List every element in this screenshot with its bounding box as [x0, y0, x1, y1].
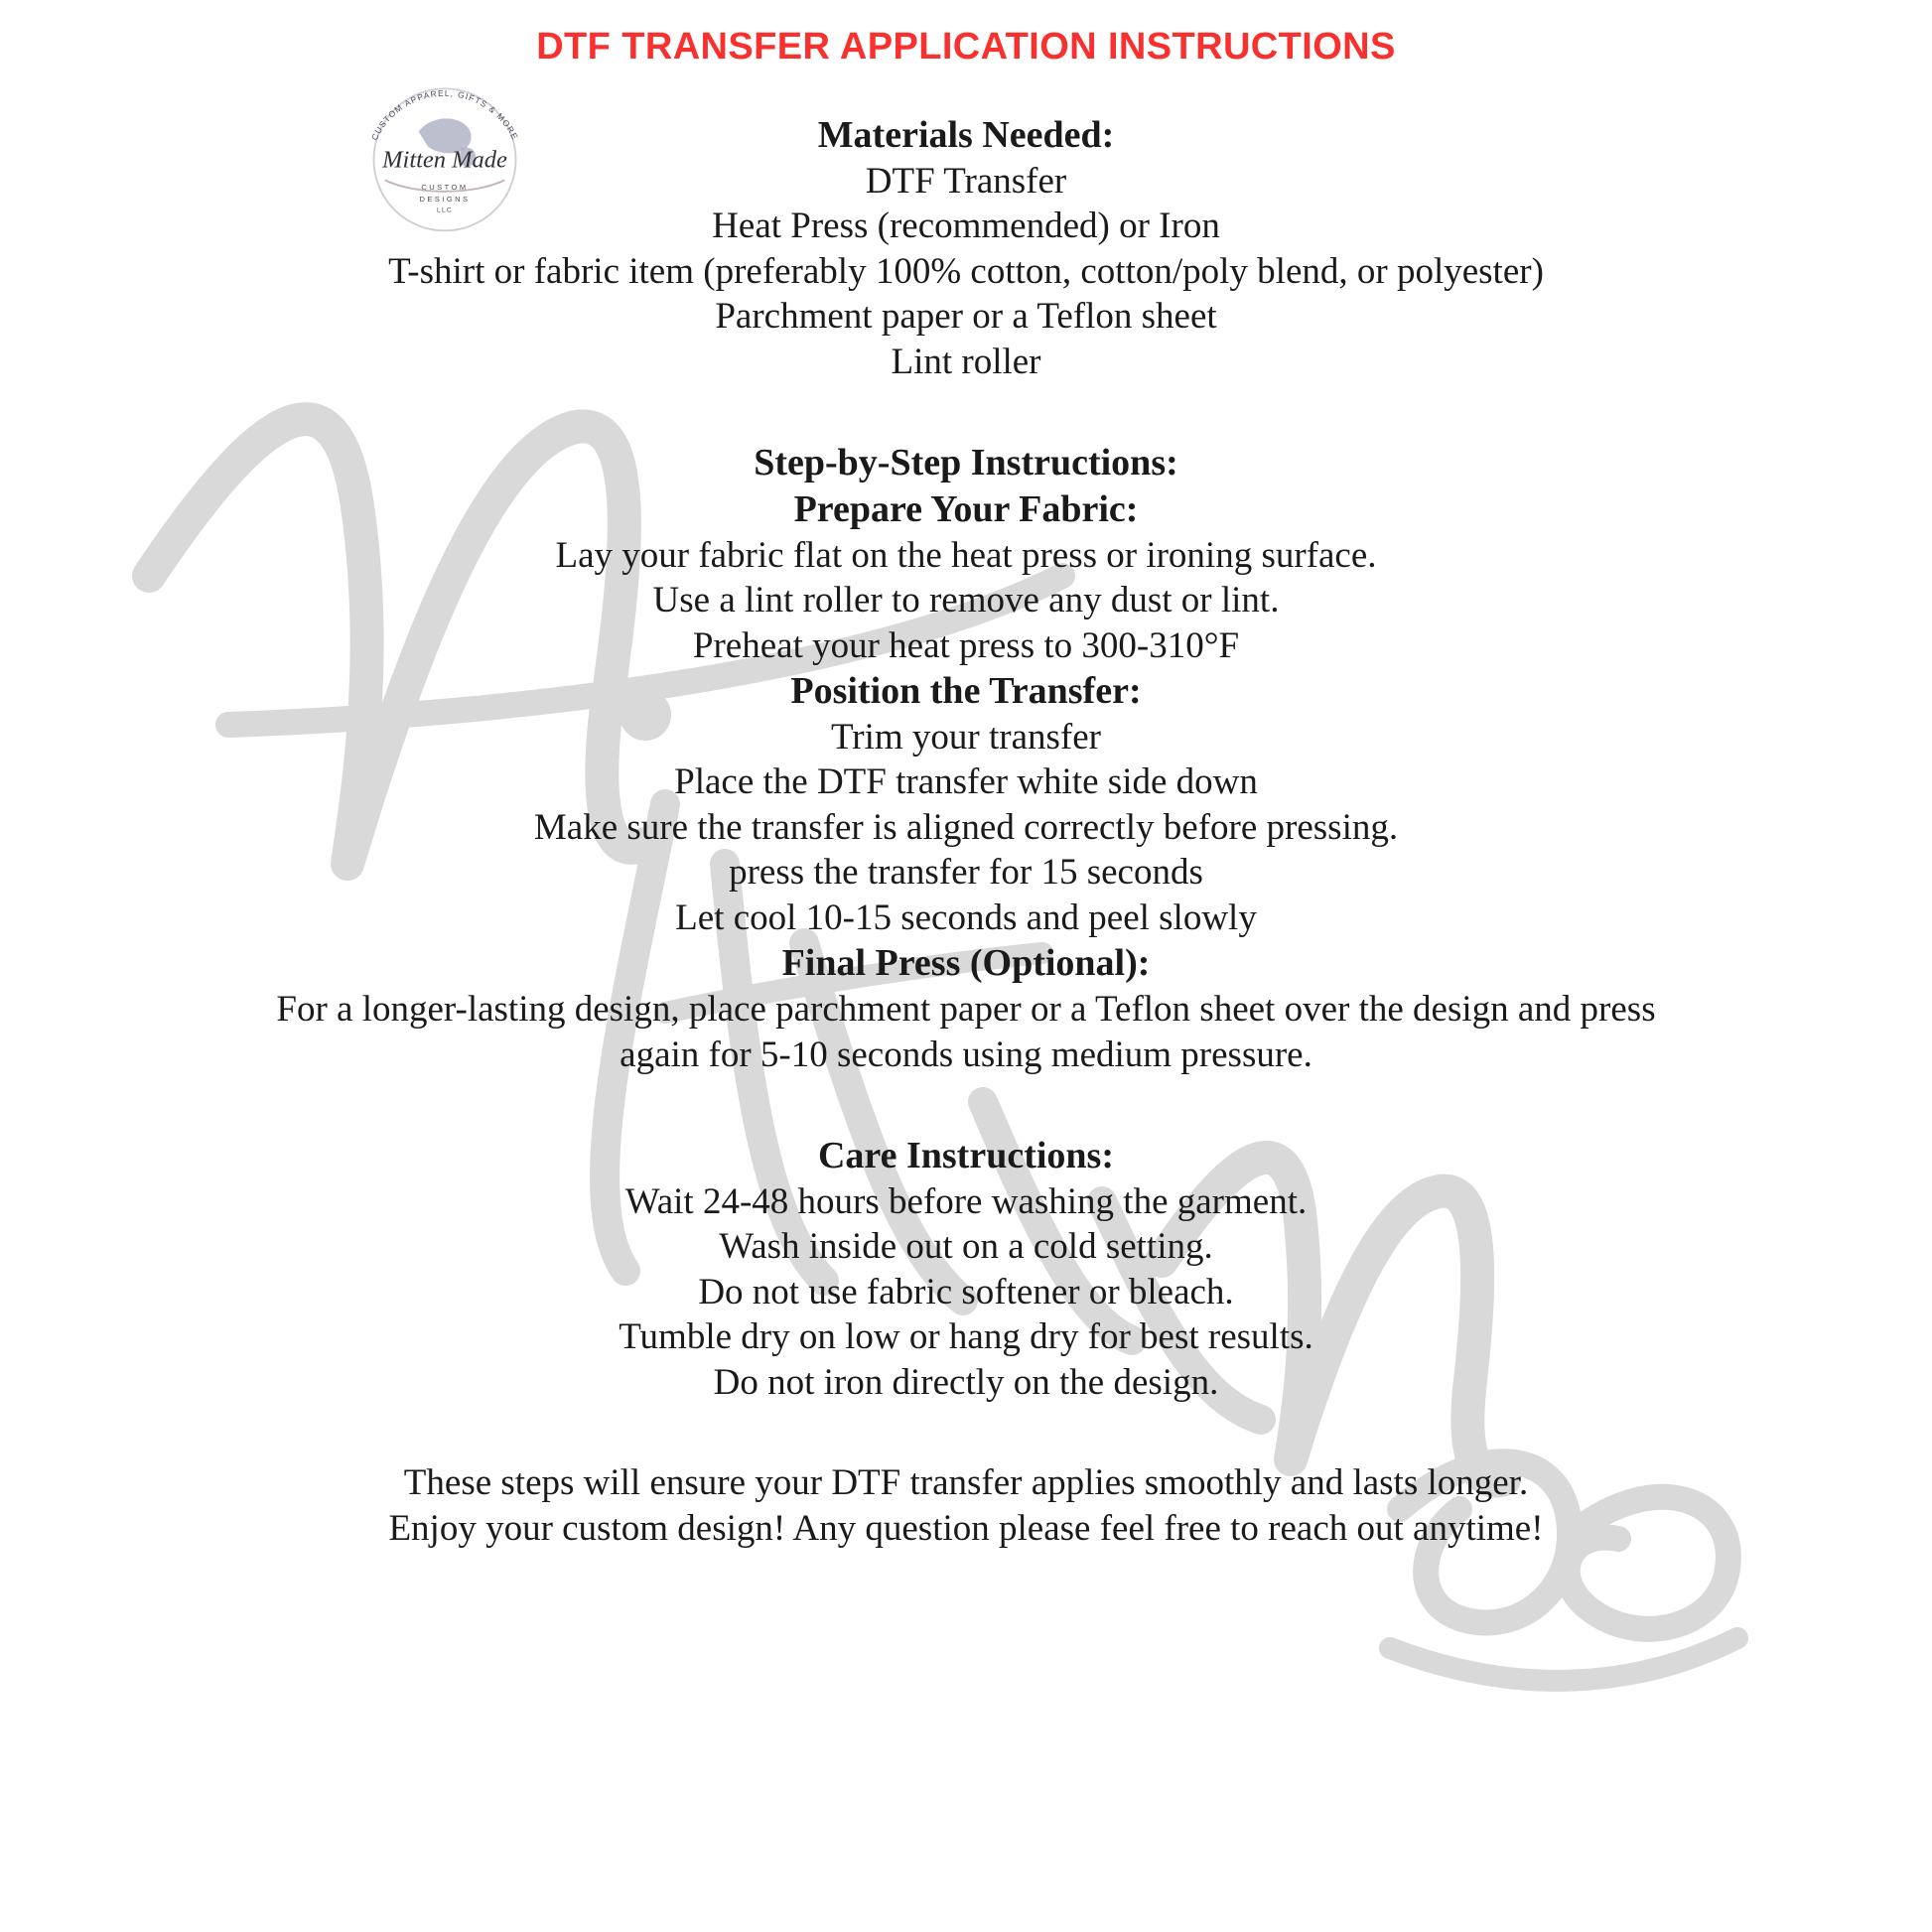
care-line: Do not iron directly on the design. — [713, 1361, 1219, 1403]
svg-text:CUSTOM APPAREL, GIFTS & MORE: CUSTOM APPAREL, GIFTS & MORE — [368, 87, 521, 142]
materials-item: T-shirt or fabric item (preferably 100% cotton, cotton/poly blend, or polyester) — [388, 250, 1544, 292]
care-line: Wait 24-48 hours before washing the garment. — [624, 1180, 1308, 1222]
svg-text:DESIGNS: DESIGNS — [419, 195, 471, 205]
materials-item: Heat Press (recommended) or Iron — [712, 206, 1220, 247]
care-line: Wash inside out on a cold setting. — [719, 1226, 1213, 1268]
step-heading-position-transfer: Position the Transfer: — [790, 670, 1142, 713]
step-line: Trim your transfer — [831, 716, 1101, 758]
step-line: Let cool 10-15 seconds and peel slowly — [675, 897, 1257, 938]
step-line: Place the DTF transfer white side down — [674, 761, 1258, 803]
step-line: Make sure the transfer is aligned correctly before pressing. — [533, 806, 1399, 848]
step-line: Use a lint roller to remove any dust or lint. — [652, 580, 1280, 621]
brand-logo — [349, 77, 540, 236]
materials-item: DTF Transfer — [865, 160, 1067, 202]
steps-section — [271, 440, 1661, 1077]
care-heading: Care Instructions: — [817, 1135, 1114, 1177]
step-heading-prepare-fabric: Prepare Your Fabric: — [793, 487, 1139, 530]
svg-text:CUSTOM: CUSTOM — [421, 182, 469, 192]
steps-heading: Step-by-Step Instructions: — [754, 442, 1178, 484]
step-line: Preheat your heat press to 300-310°F — [692, 624, 1240, 666]
closing-line: Enjoy your custom design! Any question please feel free to reach out anytime! — [388, 1507, 1544, 1549]
svg-text:Mitten Made: Mitten Made — [382, 146, 507, 174]
closing-section — [271, 1460, 1661, 1551]
care-line: Do not use fabric softener or bleach. — [698, 1271, 1234, 1312]
materials-heading: Materials Needed: — [817, 114, 1115, 156]
care-line: Tumble dry on low or hang dry for best results. — [619, 1316, 1313, 1358]
step-line: press the transfer for 15 seconds — [729, 852, 1203, 894]
materials-item: Parchment paper or a Teflon sheet — [715, 296, 1217, 338]
materials-item: Lint roller — [891, 341, 1041, 382]
closing-line: These steps will ensure your DTF transfer applies smoothly and lasts longer. — [403, 1462, 1529, 1504]
step-line: For a longer-lasting design, place parchment paper or a Teflon sheet over the design and press again for 5-10 seconds using medium pressure. — [276, 989, 1656, 1075]
page-title: DTF TRANSFER APPLICATION INSTRUCTIONS — [536, 26, 1396, 68]
step-heading-final-press: Final Press (Optional): — [781, 942, 1151, 985]
care-section — [271, 1133, 1661, 1405]
svg-text:LLC: LLC — [436, 207, 454, 214]
step-line: Lay your fabric flat on the heat press or ironing surface. — [555, 534, 1377, 576]
